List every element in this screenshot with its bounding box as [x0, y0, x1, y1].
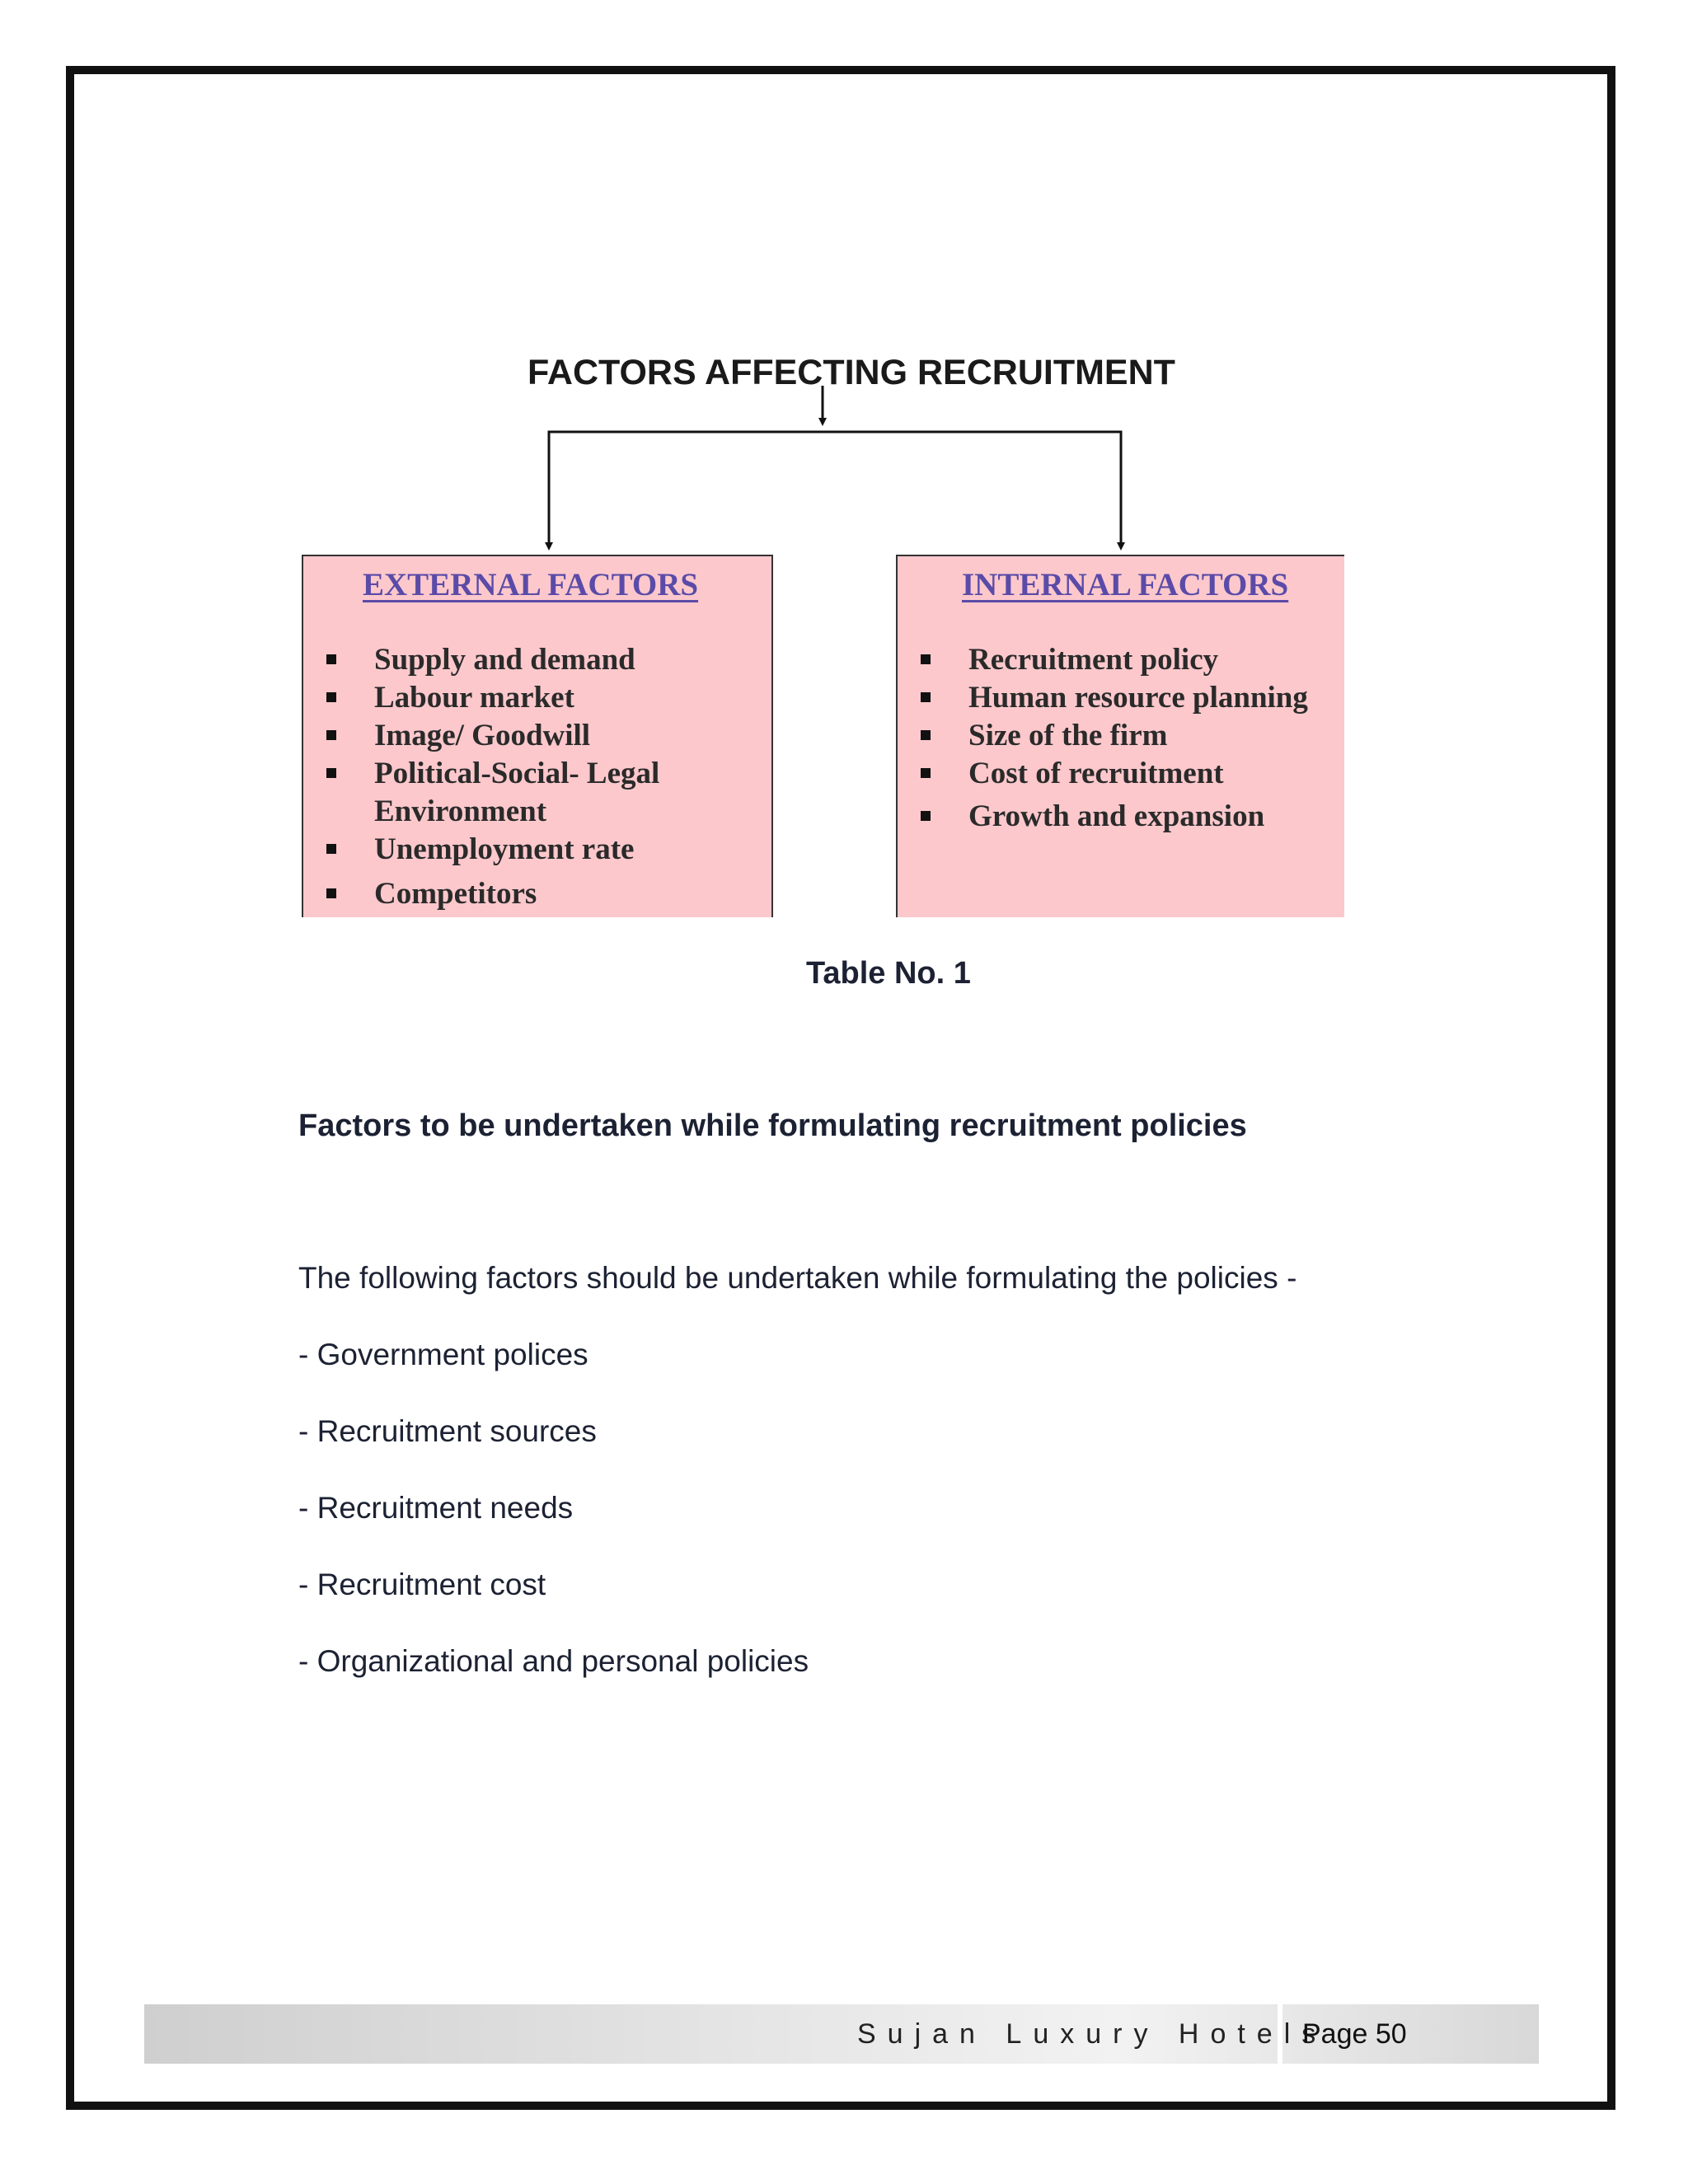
external-factors-list — [303, 641, 659, 913]
policy-factor-item: - Organizational and personal policies — [298, 1644, 809, 1678]
table-caption: Table No. 1 — [806, 956, 971, 991]
external-factors-title: EXTERNAL FACTORS — [363, 567, 699, 602]
list-item: Supply and demand — [303, 641, 659, 679]
list-item-continuation: Environment — [374, 794, 547, 828]
footer-company-name: Sujan Luxury Hotels — [857, 2018, 1328, 2050]
policy-factor-item: - Recruitment needs — [298, 1491, 574, 1525]
internal-factors-list — [898, 641, 1308, 836]
square-bullet-icon — [921, 730, 931, 740]
list-item: Size of the firm — [898, 717, 1308, 755]
diagram-title: FACTORS AFFECTING RECRUITMENT — [528, 353, 1175, 392]
square-bullet-icon — [326, 692, 336, 702]
list-item: Labour market — [303, 679, 659, 717]
list-item: Unemployment rate — [303, 831, 659, 869]
policy-factor-item: - Recruitment cost — [298, 1568, 546, 1601]
square-bullet-icon — [326, 844, 336, 854]
square-bullet-icon — [326, 730, 336, 740]
policy-factor-item: - Government polices — [298, 1338, 588, 1371]
policy-factor-item: - Recruitment sources — [298, 1414, 597, 1448]
intro-paragraph: The following factors should be undertaken while formulating the policies - — [298, 1261, 1297, 1295]
internal-factors-box — [896, 555, 1344, 917]
list-item: Image/ Goodwill — [303, 717, 659, 755]
list-item: Political-Social- Legal — [303, 755, 659, 793]
square-bullet-icon — [326, 654, 336, 664]
square-bullet-icon — [921, 654, 931, 664]
list-item: Recruitment policy — [898, 641, 1308, 679]
square-bullet-icon — [921, 811, 931, 821]
page-number: Page 50 — [1302, 2018, 1407, 2050]
list-item: Growth and expansion — [898, 798, 1308, 836]
list-item: Cost of recruitment — [898, 755, 1308, 793]
square-bullet-icon — [921, 768, 931, 778]
internal-factors-title: INTERNAL FACTORS — [962, 567, 1289, 602]
list-item: Competitors — [303, 875, 659, 913]
square-bullet-icon — [326, 768, 336, 778]
list-item: Human resource planning — [898, 679, 1308, 717]
square-bullet-icon — [326, 888, 336, 898]
square-bullet-icon — [921, 692, 931, 702]
external-factors-box — [302, 555, 773, 917]
section-heading: Factors to be undertaken while formulating recruitment policies — [298, 1108, 1247, 1143]
